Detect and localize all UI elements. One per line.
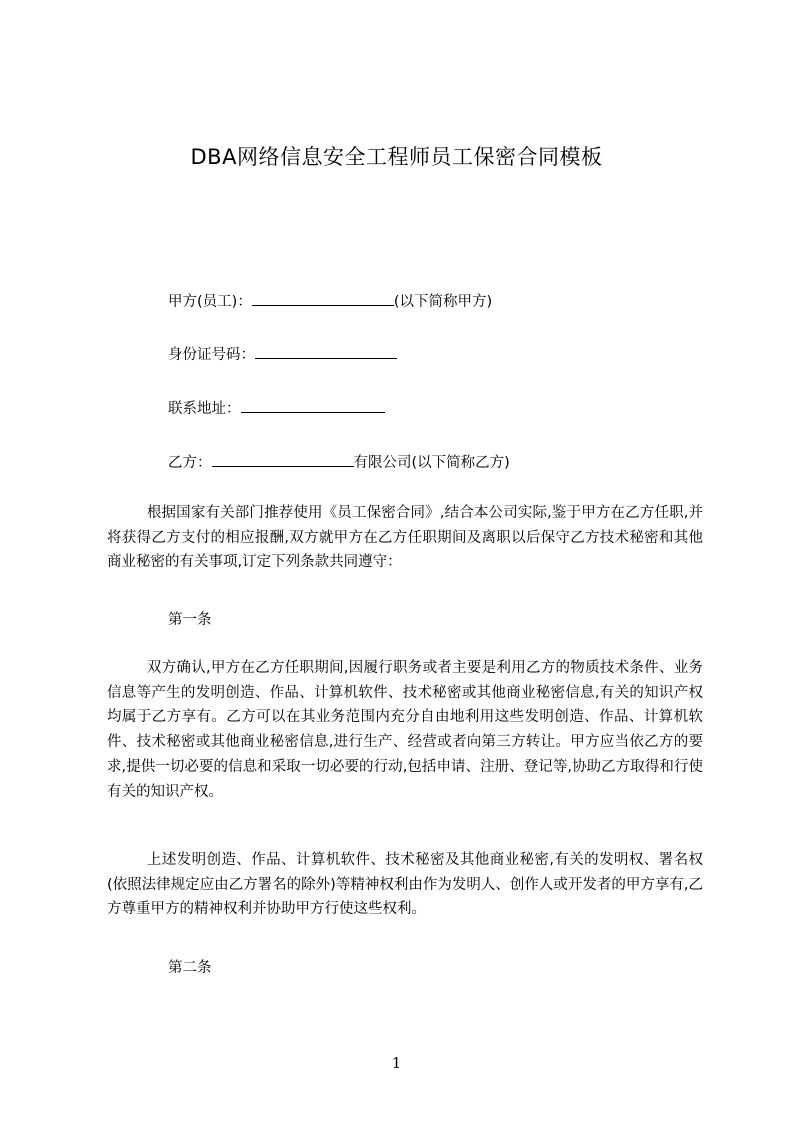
address-label: 联系地址： xyxy=(168,401,241,417)
article-1-paragraph-2: 上述发明创造、作品、计算机软件、技术秘密及其他商业秘密,有关的发明权、署名权(依照法律规定应由乙方署名的除外)等精神权利由作为发明人、创作人或开发者的甲方享有,乙方尊重甲方的精神权利并协助甲方行使这些权利。 xyxy=(107,852,703,918)
party-b-blank xyxy=(212,452,354,467)
party-b-suffix: 有限公司(以下简称乙方) xyxy=(353,455,510,471)
article-2-heading: 第二条 xyxy=(168,960,212,976)
id-number-field xyxy=(168,344,397,365)
page-number: 1 xyxy=(391,1054,402,1072)
party-a-blank xyxy=(252,291,394,306)
intro-paragraph: 根据国家有关部门推荐使用《员工保密合同》,结合本公司实际,鉴于甲方在乙方任职,并将获得乙方支付的相应报酬,双方就甲方在乙方任职期间及离职以后保守乙方技术秘密和其他商业秘密的有关事项,订定下列条款共同遵守： xyxy=(107,505,703,571)
party-a-suffix: (以下简称甲方) xyxy=(393,294,493,310)
address-field xyxy=(168,398,385,419)
address-blank xyxy=(241,398,385,413)
party-b-field xyxy=(168,452,510,473)
id-number-label: 身份证号码： xyxy=(168,347,255,363)
document-title: DBA网络信息安全工程师员工保密合同模板 xyxy=(190,145,603,169)
article-1-heading: 第一条 xyxy=(168,612,212,628)
party-a-field xyxy=(168,291,492,312)
party-b-label: 乙方： xyxy=(168,455,212,471)
article-1-paragraph-1: 双方确认,甲方在乙方任职期间,因履行职务或者主要是利用乙方的物质技术条件、业务信息等产生的发明创造、作品、计算机软件、技术秘密或其他商业秘密信息,有关的知识产权均属于乙方享有。乙方可以在其业务范围内充分自由地利用这些发明创造、作品、计算机软件、技术秘密或其他商业秘密信息,进行生产、经营或者向第三方转让。甲方应当依乙方的要求,提供一切必要的信息和采取一切必要的行动,包括申请、注册、登记等,协助乙方取得和行使有关的知识产权。 xyxy=(107,660,703,800)
id-number-blank xyxy=(255,344,397,359)
party-a-label: 甲方(员工)： xyxy=(168,294,252,310)
